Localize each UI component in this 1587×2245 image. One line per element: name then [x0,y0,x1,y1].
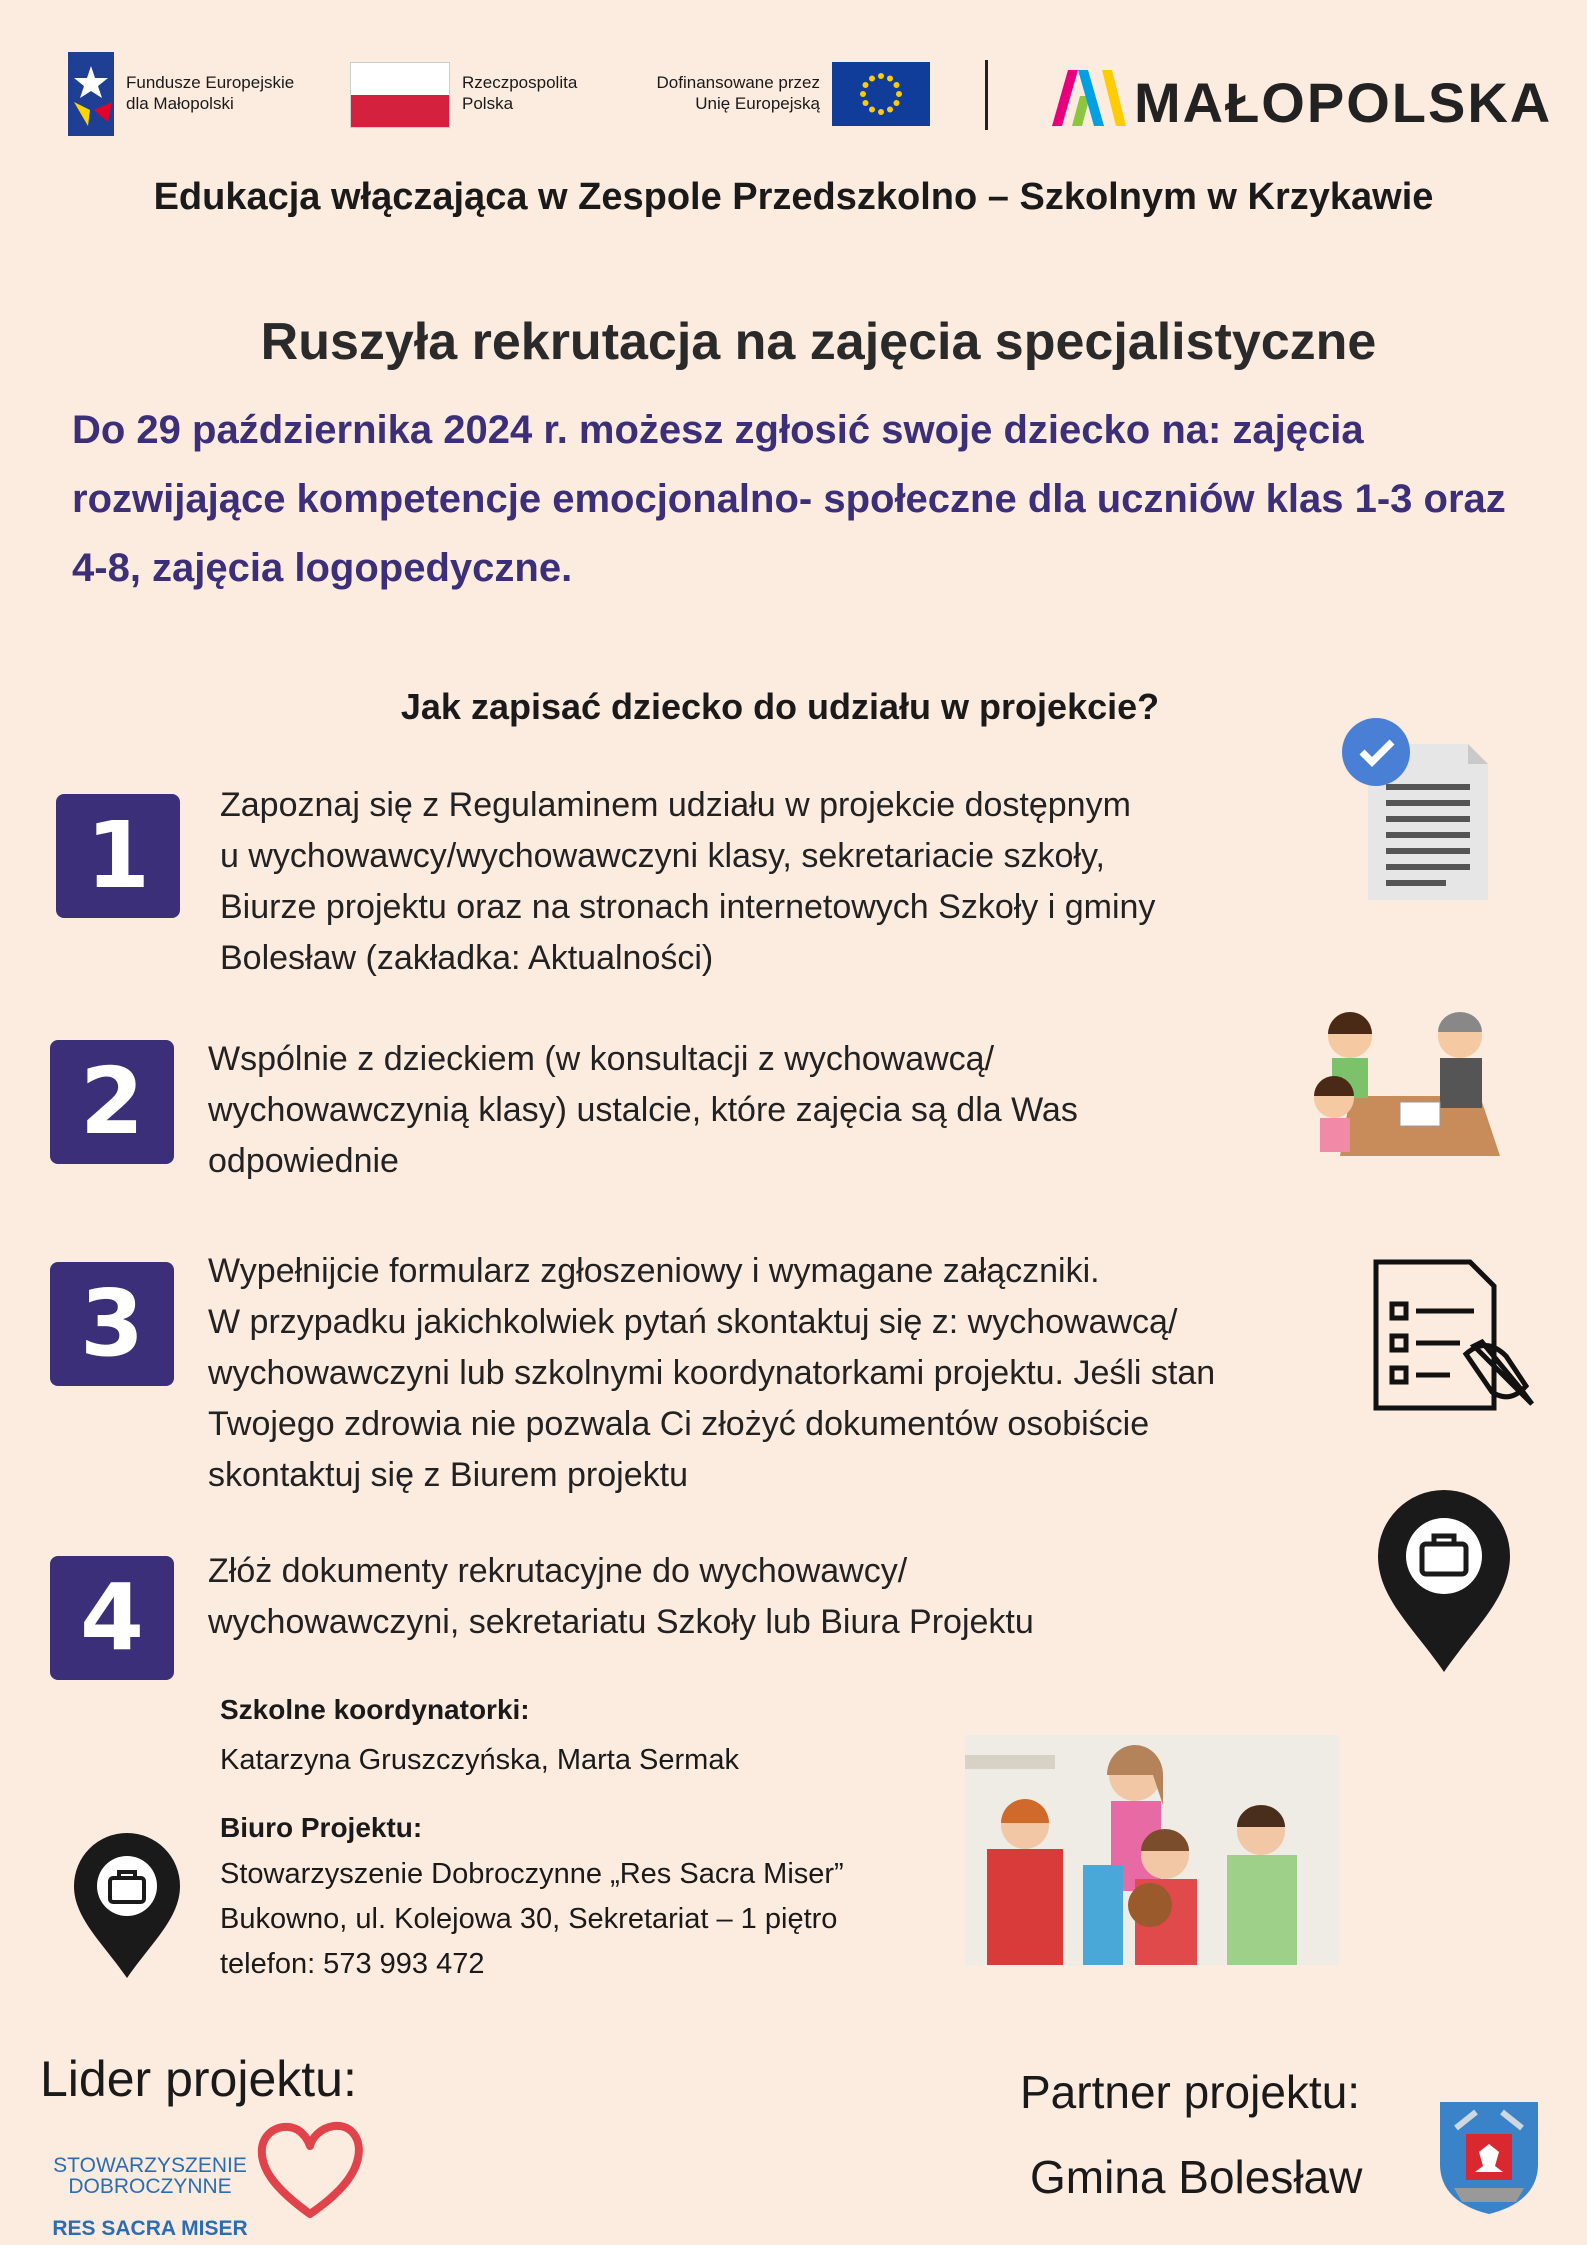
fe-logo-text: Fundusze Europejskie dla Małopolski [126,73,295,113]
polish-flag-icon [350,62,450,128]
document-check-icon [1338,714,1498,904]
malopolska-logo [1050,60,1553,136]
howto-heading: Jak zapisać dziecko do udziału w projekcie? [400,686,1160,727]
step-text-2: Wspólnie z dzieckiem (w konsultacji z wychowawcą/ wychowawczynią klasy) ustalcie, które zajęcia są dla Was odpowiednie [208,1040,1078,1180]
step-text-3: Wypełnijcie formularz zgłoszeniowy i wymagane załączniki. W przypadku jakichkolwiek pytań skontaktuj się z: wychowawcą/ wychowawczyni lub szkolnymi koordynatorkami projektu. Jeśli stan Twojego zdrowia nie pozwala Ci złożyć dokumentów osobiście skontaktuj się z Biurem projektu [208,1252,1216,1494]
location-briefcase-icon [1374,1488,1514,1674]
office-details: Stowarzyszenie Dobroczynne „Res Sacra Miser” Bukowno, ul. Kolejowa 30, Sekretariat – 1 piętro telefon: 573 993 472 [220,1858,844,1980]
heart-icon [254,2118,366,2222]
partner-name: Gmina Bolesław [1030,2151,1363,2203]
step-number-3: 3 [50,1262,174,1386]
srsm-logo-bold: RES SACRA MISER [52,2217,248,2240]
children-photo [965,1735,1339,1965]
partner-label: Partner projektu: [1020,2066,1361,2118]
eu-funding-logo [622,62,922,128]
step-number-1: 1 [56,794,180,918]
office-location-icon [72,1832,182,1980]
coordinators-label: Szkolne koordynatorki: [220,1694,530,1725]
page-title: Ruszyła rekrutacja na zajęcia specjalistyczne [260,313,1377,371]
eu-flag-icon [832,62,930,126]
res-sacra-miser-logo [50,2134,250,2239]
fe-star-icon [68,52,114,136]
project-subtitle: Edukacja włączająca w Zespole Przedszkolno – Szkolnym w Krzykawie [153,176,1434,218]
rzeczpospolita-logo [350,62,610,128]
step-text-4: Złóż dokumenty rekrutacyjne do wychowawcy/ wychowawczyni, sekretariatu Szkoły lub Biura Projektu [208,1552,1034,1641]
step-number-2: 2 [50,1040,174,1164]
intro-text: Do 29 października 2024 r. możesz zgłosić swoje dziecko na: zajęcia rozwijające kompetencje emocjonalno- społeczne dla uczniów klas 1-3 oraz 4-8, zajęcia logopedyczne. [72,408,1506,590]
logo-divider [985,60,988,130]
office-label: Biuro Projektu: [220,1812,423,1843]
form-pen-icon [1370,1258,1540,1414]
fundusze-europejskie-logo [68,50,338,140]
malopolska-logo-text: MAŁOPOLSKA [1134,71,1553,134]
gmina-crest-icon [1436,2098,1542,2216]
step-number-4: 4 [50,1556,174,1680]
step-text-1: Zapoznaj się z Regulaminem udziału w projekcie dostępnym u wychowawcy/wychowawczyni klasy, sekretariacie szkoły, Biurze projektu oraz na stronach internetowych Szkoły i gminy Bolesław (zakładka: Aktualności) [220,786,1156,977]
leader-label: Lider projektu: [40,2051,357,2107]
coordinators-names: Katarzyna Gruszczyńska, Marta Sermak [220,1744,739,1776]
srsm-logo-text: STOWARZYSZENIE DOBROCZYNNE [53,2154,247,2198]
pl-logo-text: Rzeczpospolita Polska [462,73,578,113]
malopolska-mark-icon [1050,66,1128,130]
eu-logo-text: Dofinansowane przez Unię Europejską [656,73,820,113]
consultation-illustration [1310,1006,1510,1174]
